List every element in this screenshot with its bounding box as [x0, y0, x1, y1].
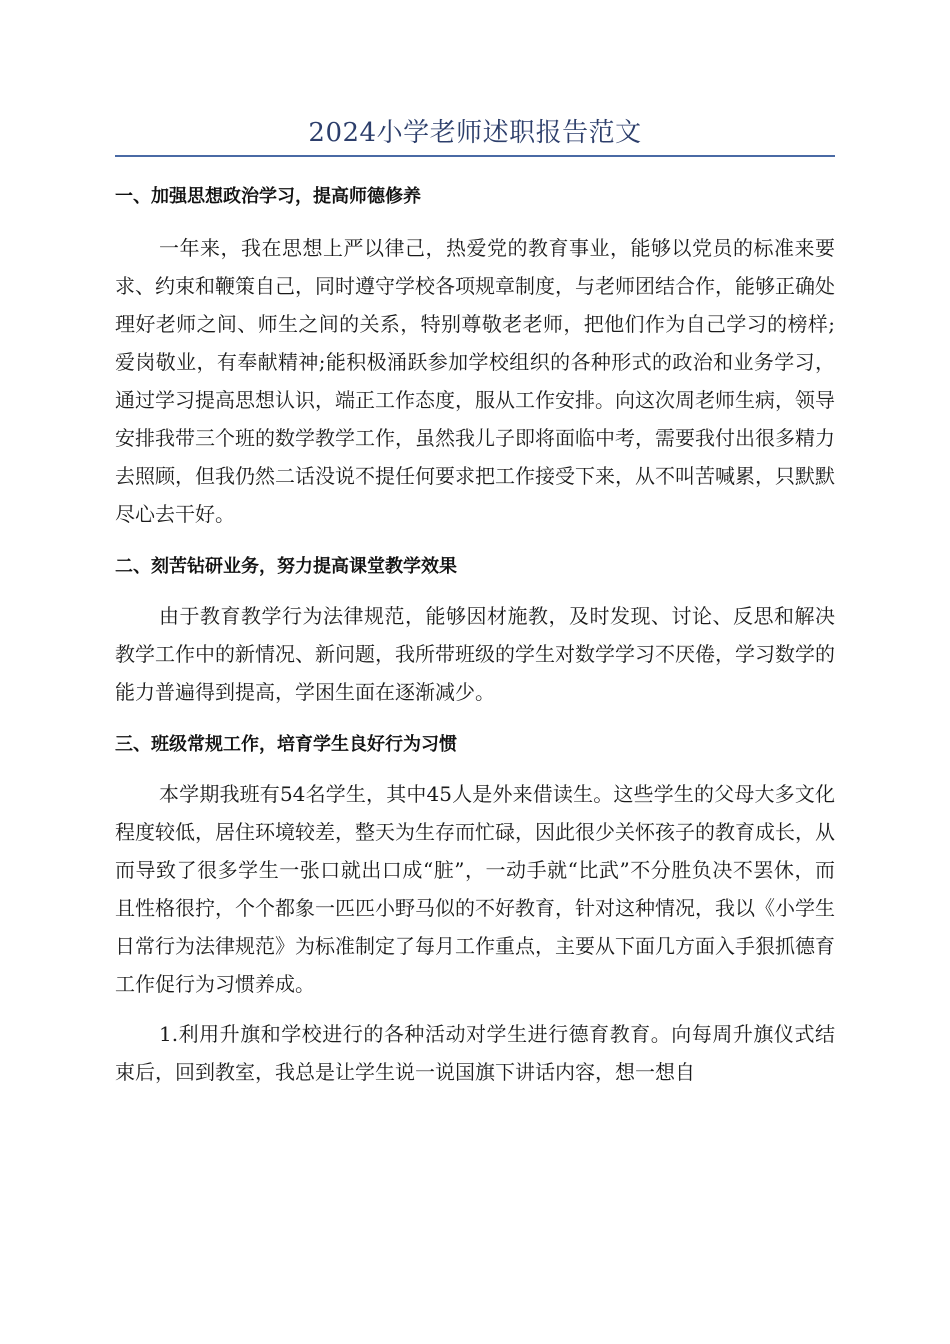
- section-paragraph-2: 由于教育教学行为法律规范，能够因材施教，及时发现、讨论、反思和解决教学工作中的新情况、新问题，我所带班级的学生对数学学习不厌倦，学习数学的能力普遍得到提高，学困生面在逐渐减少。: [115, 604, 835, 704]
- title-underline: [115, 155, 835, 157]
- list-item-paragraph-1: 1.利用升旗和学校进行的各种活动对学生进行德育教育。向每周升旗仪式结束后，回到教室，我总是让学生说一说国旗下讲话内容，想一想自: [115, 1022, 835, 1084]
- section-heading-1: 一、加强思想政治学习，提高师德修养: [115, 186, 421, 207]
- section-paragraph-1: 一年来，我在思想上严以律己，热爱党的教育事业，能够以党员的标准来要求、约束和鞭策自己，同时遵守学校各项规章制度，与老师团结合作，能够正确处理好老师之间、师生之间的关系，特别尊敬老老师，把他们作为自己学习的榜样;爱岗敬业，有奉献精神;能积极涌跃参加学校组织的各种形式的政治和业务学习，通过学习提高思想认识，端正工作态度，服从工作安排。向这次周老师生病，领导安排我带三个班的数学教学工作，虽然我儿子即将面临中考，需要我付出很多精力去照顾，但我仍然二话没说不提任何要求把工作接受下来，从不叫苦喊累，只默默尽心去干好。: [115, 236, 835, 526]
- document-title: 2024小学老师述职报告范文: [308, 118, 642, 148]
- document-page: [115, 0, 835, 1344]
- section-heading-2: 二、刻苦钻研业务，努力提高课堂教学效果: [115, 556, 457, 577]
- section-paragraph-3: 本学期我班有54名学生，其中45人是外来借读生。这些学生的父母大多文化程度较低，居住环境较差，整天为生存而忙碌，因此很少关怀孩子的教育成长，从而导致了很多学生一张口就出口成“脏”，一动手就“比武”不分胜负决不罢休，而且性格很拧，个个都象一匹匹小野马似的不好教育，针对这种情况，我以《小学生日常行为法律规范》为标准制定了每月工作重点，主要从下面几方面入手狠抓德育工作促行为习惯养成。: [115, 782, 835, 996]
- section-heading-3: 三、班级常规工作，培育学生良好行为习惯: [115, 734, 457, 755]
